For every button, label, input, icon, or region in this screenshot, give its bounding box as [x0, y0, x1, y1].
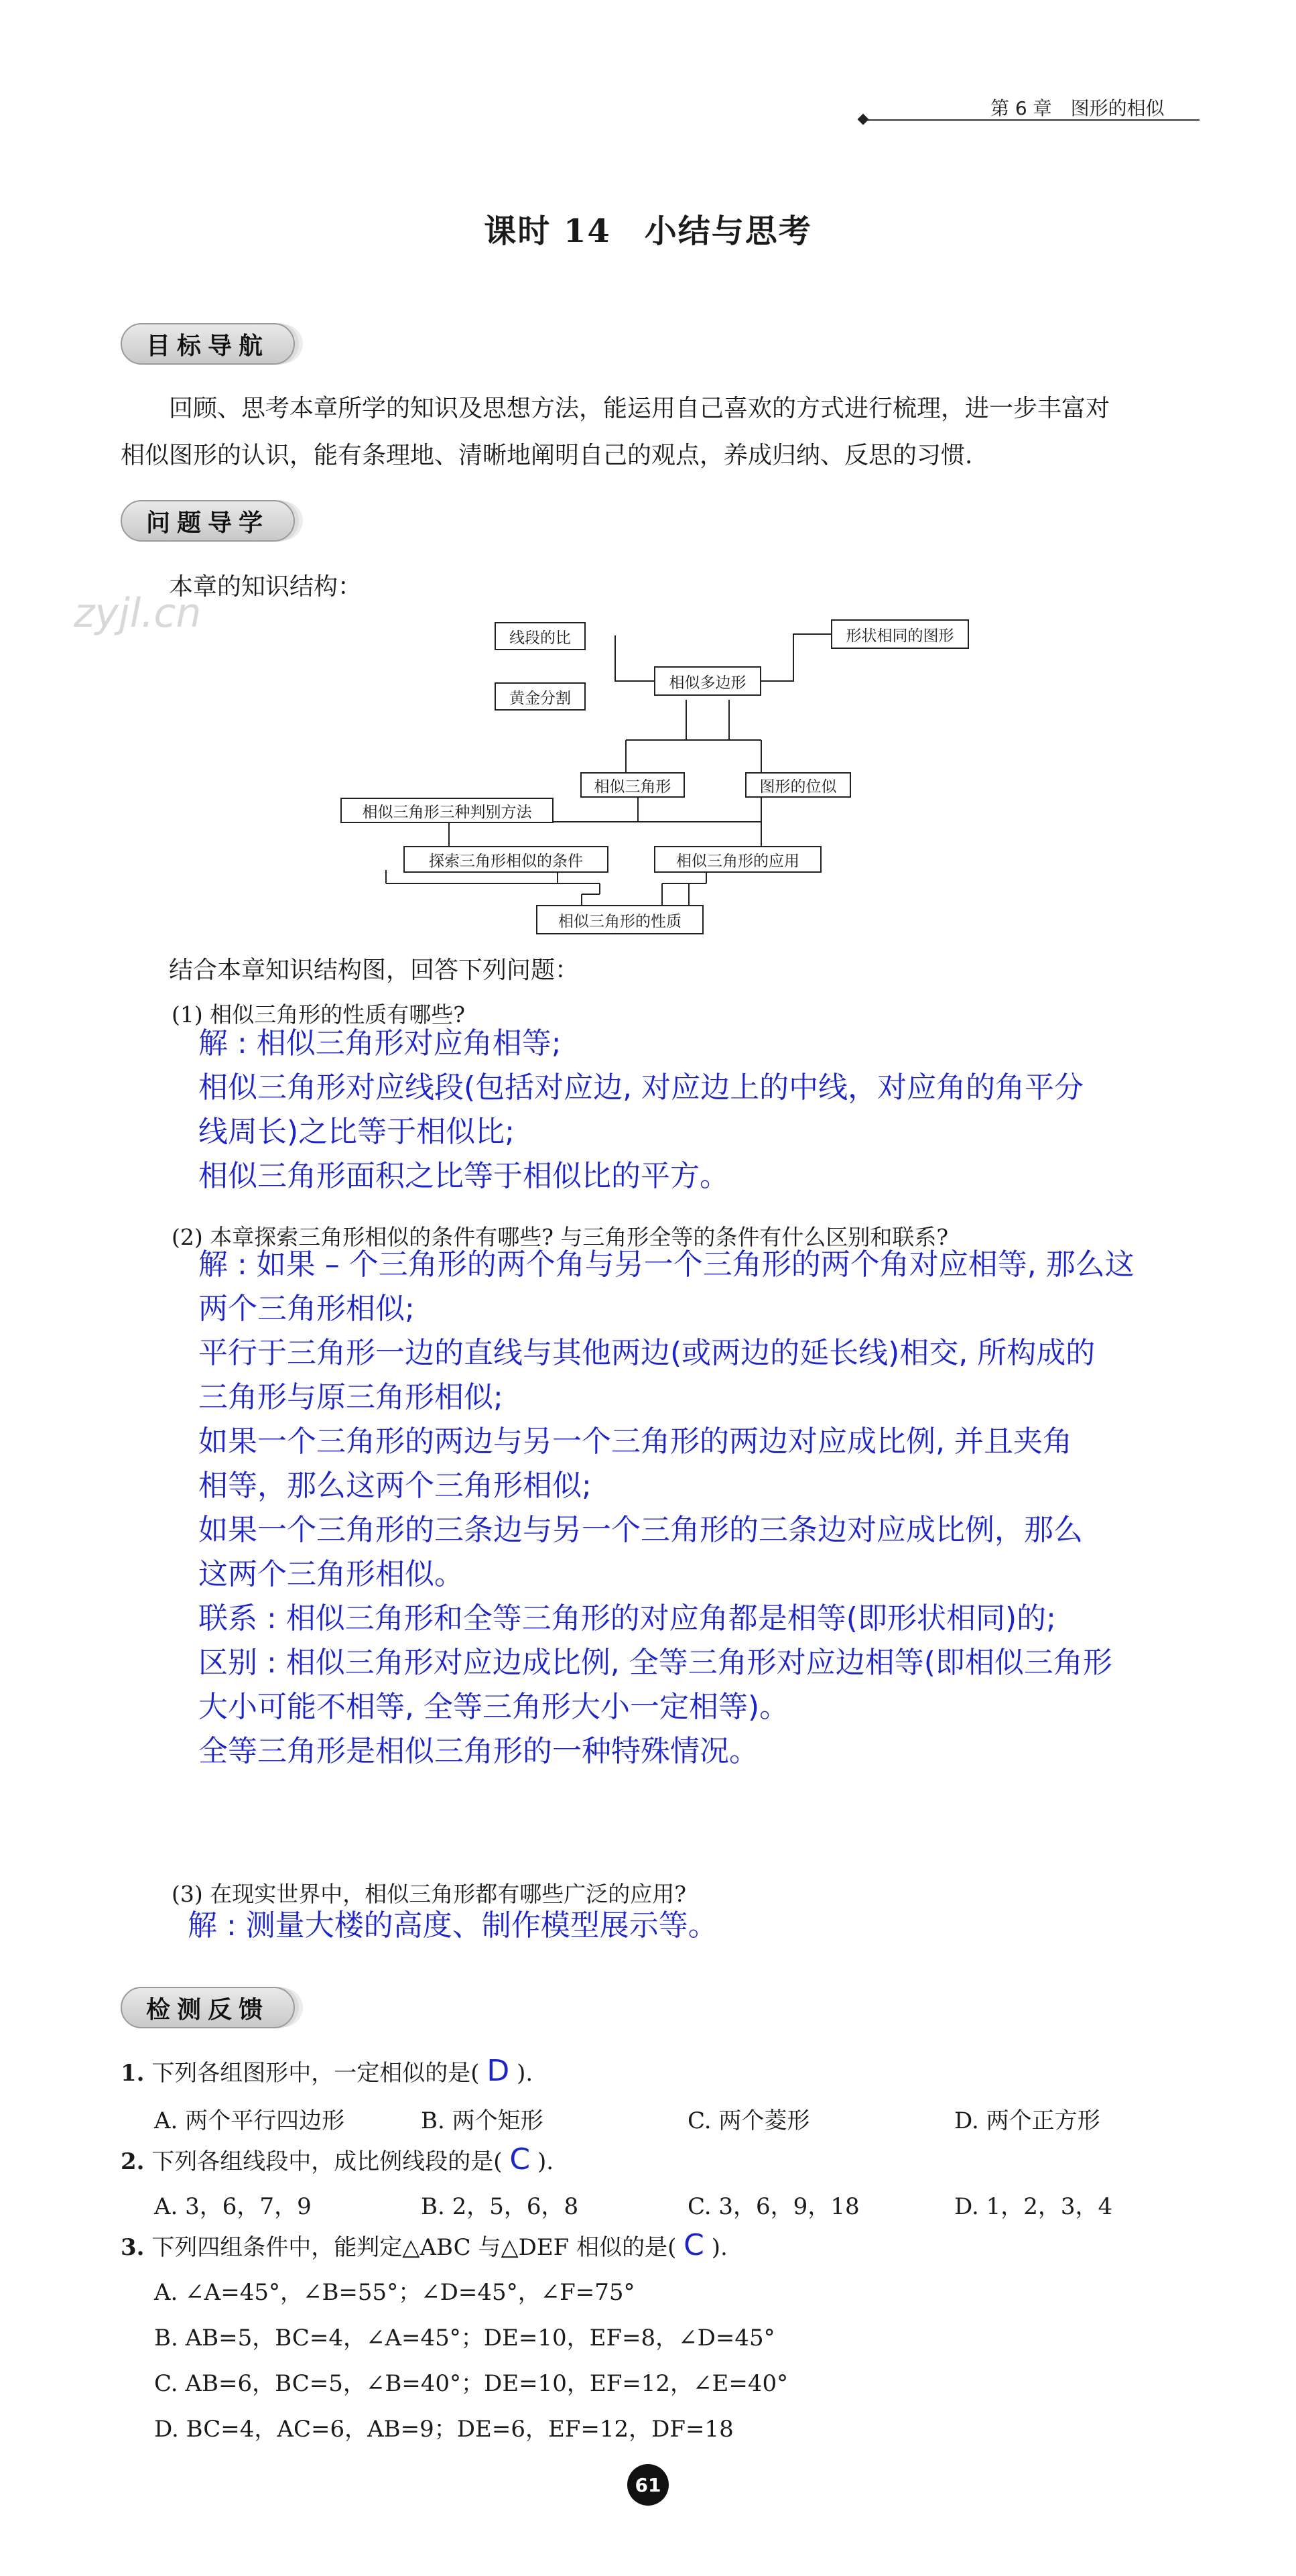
diagram-node-three-methods: 相似三角形三种判别方法: [340, 798, 554, 823]
item-number: 3.: [121, 2234, 145, 2261]
answer-line: 全等三角形是相似三角形的一种特殊情况。: [198, 1734, 759, 1768]
question-3-answer: 解 : 测量大楼的高度、制作模型展示等。: [188, 1908, 718, 1943]
test-item-2-option-c: C. 3，6，9，18: [688, 2193, 860, 2220]
answer-line: 解 : 如果 – 个三角形的两个角与另一个三角形的两个角对应相等, 那么这: [198, 1247, 1135, 1282]
item-close: ).: [517, 2060, 533, 2087]
questions-intro: 结合本章知识结构图，回答下列问题：: [169, 957, 580, 984]
answer-line: 线周长)之比等于相似比;: [198, 1115, 515, 1149]
answer-line: 大小可能不相等, 全等三角形大小一定相等)。: [198, 1690, 789, 1724]
answer-line: 两个三角形相似;: [198, 1292, 415, 1326]
goal-text-line1: 回顾、思考本章所学的知识及思想方法，能运用自己喜欢的方式进行梳理，进一步丰富对: [169, 395, 1110, 422]
section-tag-goal: 目标导航: [121, 323, 295, 365]
diagram-node-similar-triangle: 相似三角形: [580, 772, 685, 798]
test-item-2-option-d: D. 1，2，3，4: [954, 2193, 1113, 2220]
item-stem: 下列四组条件中，能判定△ABC 与△DEF 相似的是(: [151, 2234, 677, 2261]
test-item-3-option-b: B. AB=5，BC=4，∠A=45°；DE=10，EF=8，∠D=45°: [154, 2325, 775, 2351]
answer-line: 平行于三角形一边的直线与其他两边(或两边的延长线)相交, 所构成的: [198, 1336, 1096, 1370]
item-answer: C: [684, 2228, 704, 2262]
question-3-text: (3) 在现实世界中，相似三角形都有哪些广泛的应用?: [172, 1881, 686, 1907]
test-item-3-option-c: C. AB=6，BC=5，∠B=40°；DE=10，EF=12，∠E=40°: [154, 2370, 789, 2397]
diagram-node-golden: 黄金分割: [495, 682, 586, 711]
diagram-node-similar-polygon: 相似多边形: [654, 666, 761, 696]
test-item-1-option-b: B. 两个矩形: [421, 2107, 543, 2134]
diagram-node-explore: 探索三角形相似的条件: [403, 846, 608, 873]
question-2-text: (2) 本章探索三角形相似的条件有哪些? 与三角形全等的条件有什么区别和联系?: [172, 1224, 949, 1250]
test-item-2-option-b: B. 2，5，6，8: [421, 2193, 579, 2220]
test-item-2: [121, 2142, 554, 2176]
section-tag-test: 检测反馈: [121, 1987, 295, 2028]
goal-text-line2: 相似图形的认识，能有条理地、清晰地阐明自己的观点，养成归纳、反思的习惯.: [121, 442, 973, 469]
item-close: ).: [711, 2234, 728, 2261]
page-number-badge: [627, 2464, 669, 2506]
answer-line: 解 : 相似三角形对应角相等;: [198, 1026, 562, 1060]
answer-line: 相似三角形对应线段(包括对应边, 对应边上的中线，对应角的角平分: [198, 1070, 1084, 1105]
diagram-node-property: 相似三角形的性质: [536, 905, 704, 934]
page-title: 课时 14 小结与思考: [484, 212, 812, 250]
diagram-node-same-shape: 形状相同的图形: [831, 619, 969, 649]
item-close: ).: [537, 2148, 554, 2175]
header-chapter: 第 6 章 图形的相似: [990, 97, 1165, 119]
test-item-1-option-a: A. 两个平行四边形: [154, 2107, 345, 2134]
question-2-answer: [198, 1243, 1135, 1774]
diagram-node-application: 相似三角形的应用: [654, 846, 822, 873]
answer-line: 相似三角形面积之比等于相似比的平方。: [198, 1159, 729, 1193]
item-number: 1.: [121, 2060, 145, 2087]
guide-intro: 本章的知识结构：: [169, 573, 363, 601]
test-item-1: [121, 2054, 533, 2088]
diagram-node-ratio: 线段的比: [495, 622, 586, 650]
answer-line: 这两个三角形相似。: [198, 1557, 464, 1591]
test-item-3-option-a: A. ∠A=45°，∠B=55°；∠D=45°，∠F=75°: [154, 2279, 635, 2306]
answer-line: 区别 : 相似三角形对应边成比例, 全等三角形对应边相等(即相似三角形: [198, 1646, 1112, 1680]
test-item-3-option-d: D. BC=4，AC=6，AB=9；DE=6，EF=12，DF=18: [154, 2416, 734, 2443]
test-item-1-option-c: C. 两个菱形: [688, 2107, 810, 2134]
answer-line: 三角形与原三角形相似;: [198, 1380, 503, 1414]
answer-line: 如果一个三角形的三条边与另一个三角形的三条边对应成比例，那么: [198, 1513, 1083, 1547]
answer-line: 联系 : 相似三角形和全等三角形的对应角都是相等(即形状相同)的;: [198, 1601, 1056, 1636]
section-tag-guide: 问题导学: [121, 500, 295, 542]
watermark: zyjl.cn: [74, 590, 202, 637]
item-stem: 下列各组图形中，一定相似的是(: [151, 2060, 480, 2087]
answer-line: 如果一个三角形的两边与另一个三角形的两边对应成比例, 并且夹角: [198, 1424, 1072, 1459]
test-item-3: [121, 2228, 728, 2262]
question-1-text: (1) 相似三角形的性质有哪些?: [172, 1001, 465, 1028]
item-answer: C: [509, 2142, 531, 2176]
question-1-answer: [198, 1022, 1084, 1199]
page-number: 61: [635, 2473, 661, 2496]
item-answer: D: [487, 2054, 510, 2088]
diagram-node-position: 图形的位似: [745, 772, 851, 798]
answer-line: 相等，那么这两个三角形相似;: [198, 1469, 592, 1503]
test-item-2-option-a: A. 3，6，7，9: [154, 2193, 312, 2220]
test-item-1-option-d: D. 两个正方形: [954, 2107, 1100, 2134]
item-stem: 下列各组线段中，成比例线段的是(: [151, 2148, 503, 2175]
item-number: 2.: [121, 2148, 145, 2175]
